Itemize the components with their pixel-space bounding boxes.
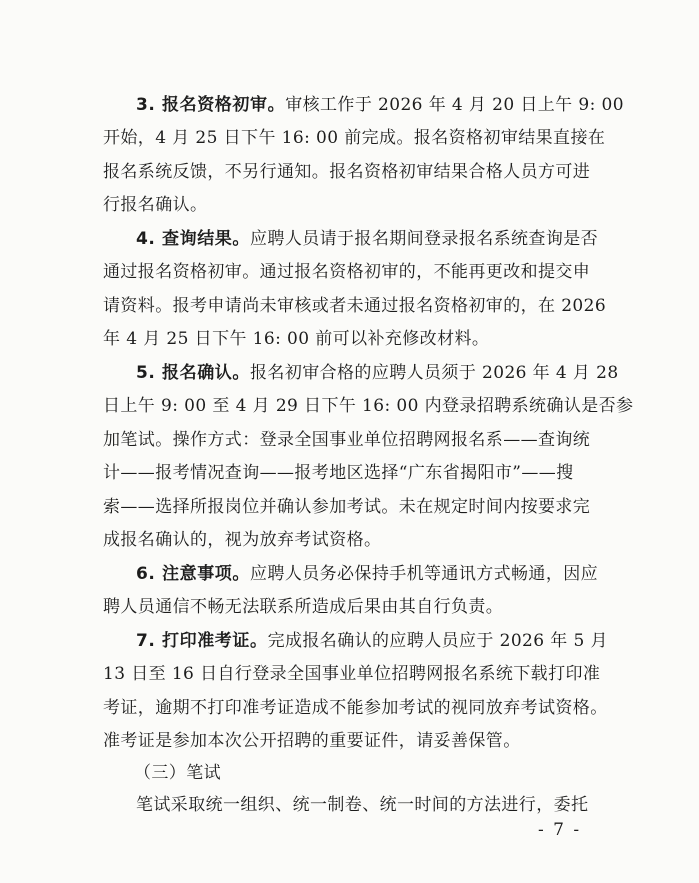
paragraph-5-line-3: 加笔试。操作方式：登录全国事业单位招聘网报名系——查询统 bbox=[103, 430, 591, 450]
paragraph-4-line-3: 请资料。报考申请尚未审核或者未通过报名资格初审的，在 2026 bbox=[103, 296, 607, 316]
paragraph-3-line-2: 开始，4 月 25 日下午 16: 00 前完成。报名资格初审结果直接在 bbox=[103, 128, 606, 148]
paragraph-3-line-1 bbox=[0, 90, 699, 120]
paragraph-4-line-2: 通过报名资格初审。通过报名资格初审的，不能再更改和提交申 bbox=[103, 262, 591, 282]
page-number: - 7 - bbox=[538, 820, 582, 840]
paragraph-5-line-6: 成报名确认的，视为放弃考试资格。 bbox=[103, 530, 382, 550]
paragraph-3-line-3: 报名系统反馈，不另行通知。报名资格初审结果合格人员方可进 bbox=[103, 162, 591, 182]
section-heading: （三）笔试 bbox=[134, 763, 221, 783]
paragraph-5-line-5: 索——选择所报岗位并确认参加考试。未在规定时间内按要求完 bbox=[103, 497, 591, 517]
paragraph-6-line-2: 聘人员通信不畅无法联系所造成后果由其自行负责。 bbox=[103, 597, 504, 617]
paragraph-7-line-4: 准考证是参加本次公开招聘的重要证件，请妥善保管。 bbox=[103, 731, 521, 751]
paragraph-7-heading: 7. 打印准考证。 bbox=[136, 631, 268, 651]
paragraph-3-heading: 3. 报名资格初审。 bbox=[136, 95, 286, 115]
paragraph-4-text: 应聘人员请于报名期间登录报名系统查询是否 bbox=[250, 229, 599, 249]
paragraph-5-line-1 bbox=[0, 358, 699, 388]
paragraph-3-line-4: 行报名确认。 bbox=[103, 195, 208, 215]
paragraph-3-text: 审核工作于 2026 年 4 月 20 日上午 9: 00 bbox=[285, 95, 624, 115]
paragraph-5-line-4: 计——报考情况查询——报考地区选择“广东省揭阳市”——搜 bbox=[103, 463, 574, 483]
paragraph-4-line-1 bbox=[0, 224, 699, 254]
paragraph-7-line-1 bbox=[0, 626, 699, 656]
paragraph-5-text: 报名初审合格的应聘人员须于 2026 年 4 月 28 bbox=[250, 363, 619, 383]
paragraph-6-text: 应聘人员务必保持手机等通讯方式畅通，因应 bbox=[250, 564, 599, 584]
paragraph-4-line-4: 年 4 月 25 日下午 16: 00 前可以补充修改材料。 bbox=[103, 329, 490, 349]
paragraph-7-text: 完成报名确认的应聘人员应于 2026 年 5 月 bbox=[267, 631, 608, 651]
paragraph-7-line-2: 13 日至 16 日自行登录全国事业单位招聘网报名系统下载打印准 bbox=[103, 664, 601, 684]
paragraph-7-line-3: 考证，逾期不打印准考证造成不能参加考试的视同放弃考试资格。 bbox=[103, 698, 608, 718]
paragraph-5-heading: 5. 报名确认。 bbox=[136, 363, 251, 383]
paragraph-6-heading: 6. 注意事项。 bbox=[136, 564, 251, 584]
paragraph-6-line-1 bbox=[0, 559, 699, 589]
paragraph-4-heading: 4. 查询结果。 bbox=[136, 229, 251, 249]
section-text-line-1: 笔试采取统一组织、统一制卷、统一时间的方法进行，委托 bbox=[136, 795, 589, 815]
paragraph-5-line-2: 日上午 9: 00 至 4 月 29 日下午 16: 00 内登录招聘系统确认是否参 bbox=[103, 396, 634, 416]
